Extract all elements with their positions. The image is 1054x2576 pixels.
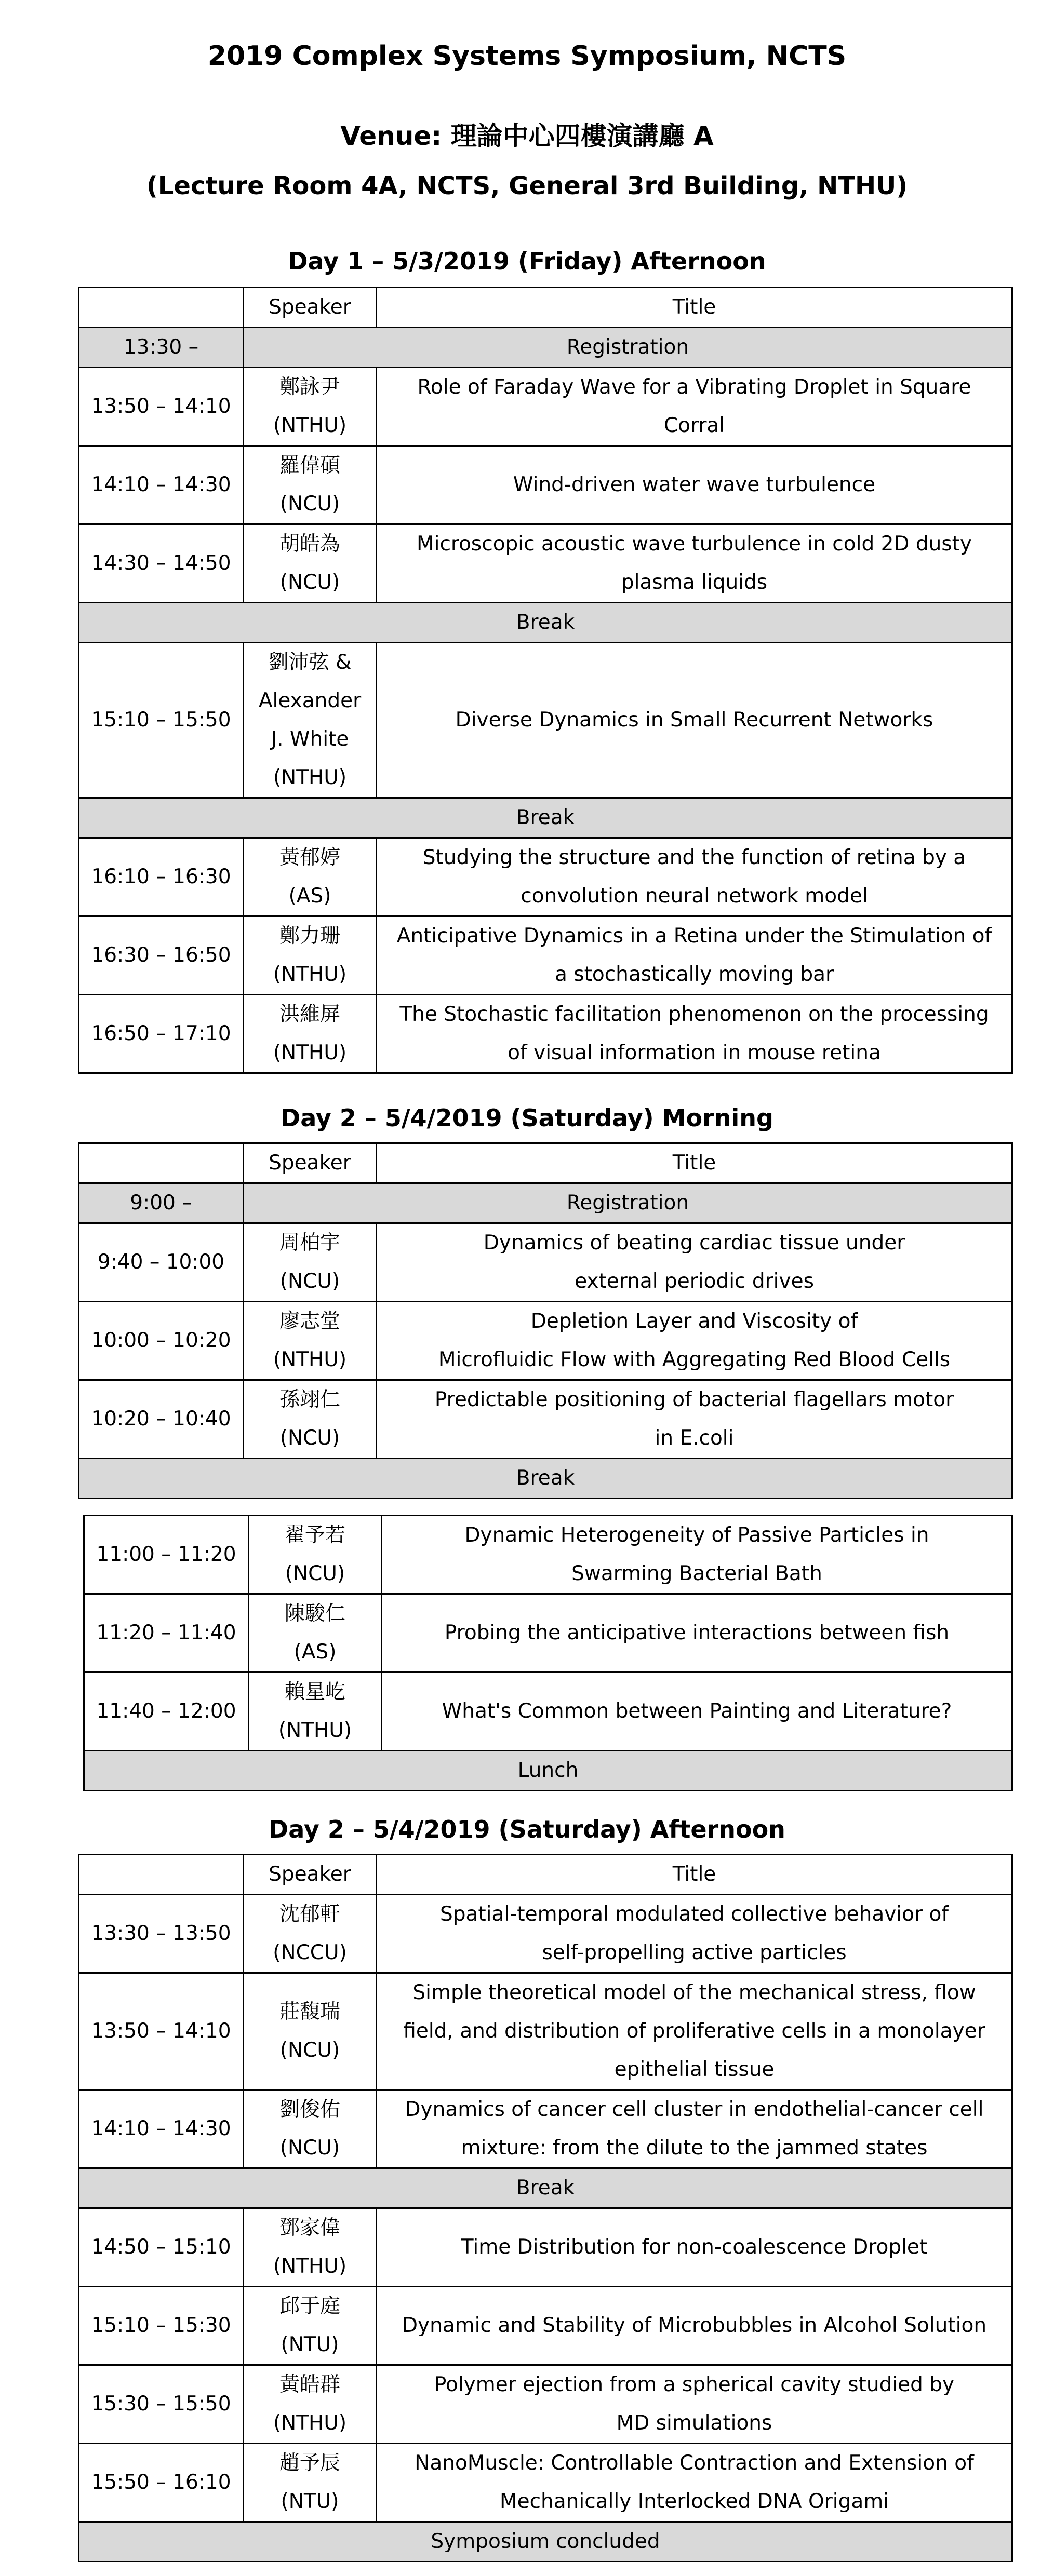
- time-cell: 15:10 – 15:50: [79, 643, 244, 798]
- talk-title-line: field, and distribution of proliferative cells in a monolayer: [403, 2019, 985, 2043]
- table-row: [79, 328, 1012, 368]
- time-cell: 16:50 – 17:10: [79, 995, 244, 1073]
- talk-title-cell: [377, 1302, 1012, 1380]
- speaker-cell: [249, 1516, 382, 1594]
- speaker-name: 沈郁軒: [279, 1903, 340, 1926]
- speaker-cell: [244, 916, 377, 995]
- table-row: [79, 368, 1012, 446]
- speaker-affiliation: (NCU): [285, 1562, 345, 1585]
- talk-title-line: a stochastically moving bar: [554, 963, 834, 986]
- time-cell: 14:30 – 14:50: [79, 524, 244, 603]
- speaker-name: 黃郁婷: [279, 846, 340, 869]
- speaker-affiliation: (NTHU): [278, 1719, 352, 1742]
- table-header-row: [79, 1143, 1012, 1183]
- table-row: [79, 1380, 1012, 1459]
- time-cell: 11:00 – 11:20: [84, 1516, 249, 1594]
- header-speaker-cell: Speaker: [244, 288, 377, 328]
- table-row: [79, 2444, 1012, 2522]
- talk-title-line: Time Distribution for non-coalescence Droplet: [461, 2235, 928, 2259]
- table-row: [79, 2168, 1012, 2208]
- table-row: [79, 916, 1012, 995]
- talk-title-line: plasma liquids: [621, 571, 768, 594]
- speaker-cell: [249, 1594, 382, 1673]
- break-cell: Lunch: [84, 1751, 1012, 1791]
- header-time-cell: [79, 288, 244, 328]
- schedule-table: [78, 287, 1013, 1074]
- speaker-affiliation: (NCU): [279, 492, 340, 516]
- header-title-cell: Title: [377, 288, 1012, 328]
- table-header-row: [79, 288, 1012, 328]
- talk-title-line: Studying the structure and the function of retina by a: [422, 846, 966, 869]
- talk-title-line: in E.coli: [655, 1426, 734, 1450]
- time-cell: 14:10 – 14:30: [79, 2090, 244, 2168]
- speaker-affiliation: (NTHU): [273, 2411, 347, 2435]
- speaker-cell: [249, 1673, 382, 1751]
- header-title-cell: Title: [377, 1855, 1012, 1895]
- schedule-table: [83, 1515, 1013, 1791]
- speaker-name: 鄧家偉: [279, 2216, 340, 2240]
- table-row: [79, 1973, 1012, 2090]
- talk-title-cell: [382, 1673, 1012, 1751]
- speaker-affiliation: (AS): [293, 1640, 337, 1664]
- time-cell: 14:10 – 14:30: [79, 446, 244, 524]
- talk-title-line: Role of Faraday Wave for a Vibrating Droplet in Square: [417, 375, 971, 399]
- talk-title-cell: [377, 1973, 1012, 2090]
- talk-title-line: Dynamics of beating cardiac tissue under: [483, 1231, 905, 1255]
- talk-title-line: Swarming Bacterial Bath: [571, 1562, 822, 1585]
- speaker-affiliation: (NTHU): [273, 963, 347, 986]
- day-heading: Day 1 – 5/3/2019 (Friday) Afternoon: [288, 247, 766, 275]
- speaker-name: 鄭力珊: [279, 924, 340, 948]
- speaker-cell: [244, 2365, 377, 2444]
- speaker-name: 邱于庭: [279, 2295, 340, 2318]
- break-cell: Break: [79, 798, 1012, 838]
- day-heading: Day 2 – 5/4/2019 (Saturday) Morning: [281, 1104, 773, 1132]
- break-cell: Break: [79, 2168, 1012, 2208]
- speaker-name: 劉俊佑: [279, 2098, 340, 2121]
- time-cell: 13:50 – 14:10: [79, 368, 244, 446]
- talk-title-cell: [382, 1594, 1012, 1673]
- speaker-name: 洪維屏: [279, 1003, 340, 1026]
- header-time-cell: [79, 1143, 244, 1183]
- talk-title-line: Probing the anticipative interactions between fish: [444, 1621, 950, 1644]
- talk-title-line: Depletion Layer and Viscosity of: [530, 1310, 858, 1333]
- speaker-affiliation: (NTHU): [273, 2255, 347, 2278]
- speaker-cell: [244, 2208, 377, 2287]
- talk-title-line: The Stochastic facilitation phenomenon on the processing: [399, 1003, 989, 1026]
- speaker-affiliation: (NTU): [281, 2333, 339, 2356]
- speaker-affiliation: (NCU): [279, 2136, 340, 2160]
- registration-cell: Registration: [244, 328, 1012, 368]
- talk-title-line: of visual information in mouse retina: [508, 1041, 881, 1064]
- time-cell: 10:20 – 10:40: [79, 1380, 244, 1459]
- table-row: [79, 1302, 1012, 1380]
- venue-subtitle: (Lecture Room 4A, NCTS, General 3rd Building, NTHU): [146, 171, 908, 200]
- speaker-cell: [244, 1380, 377, 1459]
- speaker-affiliation: (NCU): [279, 1426, 340, 1450]
- time-cell: 15:50 – 16:10: [79, 2444, 244, 2522]
- table-row: [79, 2365, 1012, 2444]
- speaker-cell: [244, 446, 377, 524]
- talk-title-cell: [377, 2208, 1012, 2287]
- talk-title-line: What's Common between Painting and Literature?: [442, 1700, 952, 1723]
- venue-line: Venue: 理論中心四樓演講廳 A: [340, 121, 714, 151]
- speaker-affiliation: (NTHU): [273, 1348, 347, 1371]
- talk-title-line: epithelial tissue: [614, 2058, 775, 2081]
- table-row: [84, 1516, 1012, 1594]
- talk-title-cell: [377, 838, 1012, 916]
- time-cell: 16:30 – 16:50: [79, 916, 244, 995]
- speaker-cell: [244, 1223, 377, 1302]
- talk-title-line: Anticipative Dynamics in a Retina under the Stimulation of: [396, 924, 992, 948]
- table-header-row: [79, 1855, 1012, 1895]
- speaker-name: 翟予若: [284, 1523, 345, 1547]
- table-row: [79, 2522, 1012, 2562]
- time-cell: 11:20 – 11:40: [84, 1594, 249, 1673]
- speaker-name: 羅偉碩: [279, 454, 340, 477]
- day-heading: Day 2 – 5/4/2019 (Saturday) Afternoon: [269, 1815, 785, 1843]
- talk-title-line: Microscopic acoustic wave turbulence in cold 2D dusty: [416, 532, 972, 556]
- page-title: 2019 Complex Systems Symposium, NCTS: [207, 41, 847, 72]
- table-row: [84, 1673, 1012, 1751]
- speaker-cell: [244, 1895, 377, 1973]
- speaker-name: 孫翊仁: [279, 1388, 340, 1411]
- talk-title-cell: [377, 446, 1012, 524]
- talk-title-cell: [382, 1516, 1012, 1594]
- speaker-affiliation: (NCU): [279, 571, 340, 594]
- table-row: [79, 524, 1012, 603]
- talk-title-cell: [377, 524, 1012, 603]
- talk-title-line: Diverse Dynamics in Small Recurrent Networks: [455, 708, 933, 732]
- speaker-affiliation: (NTHU): [273, 414, 347, 437]
- table-row: [79, 2090, 1012, 2168]
- time-cell: 9:00 –: [79, 1183, 244, 1223]
- speaker-cell: [244, 524, 377, 603]
- talk-title-cell: [377, 643, 1012, 798]
- talk-title-line: Mechanically Interlocked DNA Origami: [499, 2490, 889, 2513]
- talk-title-line: Microfluidic Flow with Aggregating Red Blood Cells: [438, 1348, 951, 1371]
- talk-title-cell: [377, 2090, 1012, 2168]
- speaker-cell: [244, 643, 377, 798]
- time-cell: 15:30 – 15:50: [79, 2365, 244, 2444]
- time-cell: 14:50 – 15:10: [79, 2208, 244, 2287]
- table-row: [79, 1459, 1012, 1499]
- talk-title-cell: [377, 1895, 1012, 1973]
- talk-title-line: NanoMuscle: Controllable Contraction and Extension of: [415, 2451, 974, 2475]
- speaker-cell: [244, 838, 377, 916]
- talk-title-line: external periodic drives: [575, 1270, 814, 1293]
- table-row: [79, 838, 1012, 916]
- speaker-name: 周柏宇: [279, 1231, 340, 1255]
- table-row: [79, 1183, 1012, 1223]
- table-row: [84, 1751, 1012, 1791]
- speaker-affiliation: (NTHU): [273, 766, 347, 789]
- table-row: [79, 2208, 1012, 2287]
- time-cell: 9:40 – 10:00: [79, 1223, 244, 1302]
- talk-title-cell: [377, 1380, 1012, 1459]
- registration-cell: Registration: [244, 1183, 1012, 1223]
- speaker-affiliation: (NTU): [281, 2490, 339, 2513]
- table-row: [79, 603, 1012, 643]
- time-cell: 10:00 – 10:20: [79, 1302, 244, 1380]
- talk-title-line: Predictable positioning of bacterial flagellars motor: [434, 1388, 954, 1411]
- time-cell: 15:10 – 15:30: [79, 2287, 244, 2365]
- talk-title-cell: [377, 995, 1012, 1073]
- break-cell: Break: [79, 603, 1012, 643]
- speaker-affiliation: (NCCU): [273, 1941, 347, 1964]
- speaker-affiliation: (NCU): [279, 2039, 340, 2062]
- header-time-cell: [79, 1855, 244, 1895]
- table-row: [79, 1895, 1012, 1973]
- talk-title-line: Simple theoretical model of the mechanical stress, flow: [412, 1981, 976, 2004]
- speaker-name: 劉沛弦 &: [268, 651, 352, 674]
- talk-title-cell: [377, 1223, 1012, 1302]
- speaker-name: 趙予辰: [279, 2451, 340, 2475]
- talk-title-line: Spatial-temporal modulated collective behavior of: [439, 1903, 949, 1926]
- speaker-cell: [244, 1302, 377, 1380]
- speaker-name: 胡皓為: [279, 532, 340, 556]
- table-row: [79, 798, 1012, 838]
- table-row: [79, 446, 1012, 524]
- talk-title-line: self-propelling active particles: [542, 1941, 847, 1964]
- talk-title-cell: [377, 368, 1012, 446]
- talk-title-cell: [377, 916, 1012, 995]
- header-speaker-cell: Speaker: [244, 1855, 377, 1895]
- speaker-name: 莊馥瑞: [279, 2000, 340, 2024]
- speaker-affiliation: (NCU): [279, 1270, 340, 1293]
- talk-title-line: Dynamic Heterogeneity of Passive Particles in: [464, 1523, 929, 1547]
- talk-title-cell: [377, 2444, 1012, 2522]
- talk-title-cell: [377, 2365, 1012, 2444]
- talk-title-line: Corral: [663, 414, 725, 437]
- speaker-cell: [244, 2444, 377, 2522]
- time-cell: 13:50 – 14:10: [79, 1973, 244, 2090]
- speaker-cell: [244, 368, 377, 446]
- schedule-table: [78, 1142, 1013, 1499]
- talk-title-line: mixture: from the dilute to the jammed states: [461, 2136, 928, 2160]
- time-cell: 11:40 – 12:00: [84, 1673, 249, 1751]
- speaker-affiliation: (NTHU): [273, 1041, 347, 1064]
- talk-title-line: Polymer ejection from a spherical cavity studied by: [434, 2373, 955, 2396]
- table-row: [79, 1223, 1012, 1302]
- talk-title-line: MD simulations: [616, 2411, 772, 2435]
- speaker-name: Alexander: [258, 689, 362, 712]
- talk-title-line: Dynamics of cancer cell cluster in endothelial-cancer cell: [405, 2098, 984, 2121]
- speaker-affiliation: (AS): [288, 884, 331, 908]
- talk-title-cell: [377, 2287, 1012, 2365]
- break-cell: Break: [79, 1459, 1012, 1499]
- talk-title-line: convolution neural network model: [521, 884, 868, 908]
- time-cell: 13:30 –: [79, 328, 244, 368]
- speaker-name: 廖志堂: [279, 1310, 340, 1333]
- speaker-name: 陳駿仁: [284, 1602, 345, 1625]
- header-speaker-cell: Speaker: [244, 1143, 377, 1183]
- table-row: [79, 995, 1012, 1073]
- talk-title-line: Dynamic and Stability of Microbubbles in Alcohol Solution: [402, 2314, 987, 2337]
- schedule-table: [78, 1854, 1013, 2562]
- talk-title-line: Wind-driven water wave turbulence: [513, 473, 876, 496]
- speaker-cell: [244, 2287, 377, 2365]
- time-cell: 13:30 – 13:50: [79, 1895, 244, 1973]
- speaker-cell: [244, 995, 377, 1073]
- break-cell: Symposium concluded: [79, 2522, 1012, 2562]
- table-row: [84, 1594, 1012, 1673]
- speaker-cell: [244, 2090, 377, 2168]
- table-row: [79, 643, 1012, 798]
- speaker-name: 鄭詠尹: [279, 375, 340, 399]
- speaker-name: J. White: [271, 727, 349, 751]
- speaker-name: 賴星屹: [284, 1680, 345, 1704]
- table-row: [79, 2287, 1012, 2365]
- speaker-name: 黃皓群: [279, 2373, 340, 2396]
- speaker-cell: [244, 1973, 377, 2090]
- time-cell: 16:10 – 16:30: [79, 838, 244, 916]
- header-title-cell: Title: [377, 1143, 1012, 1183]
